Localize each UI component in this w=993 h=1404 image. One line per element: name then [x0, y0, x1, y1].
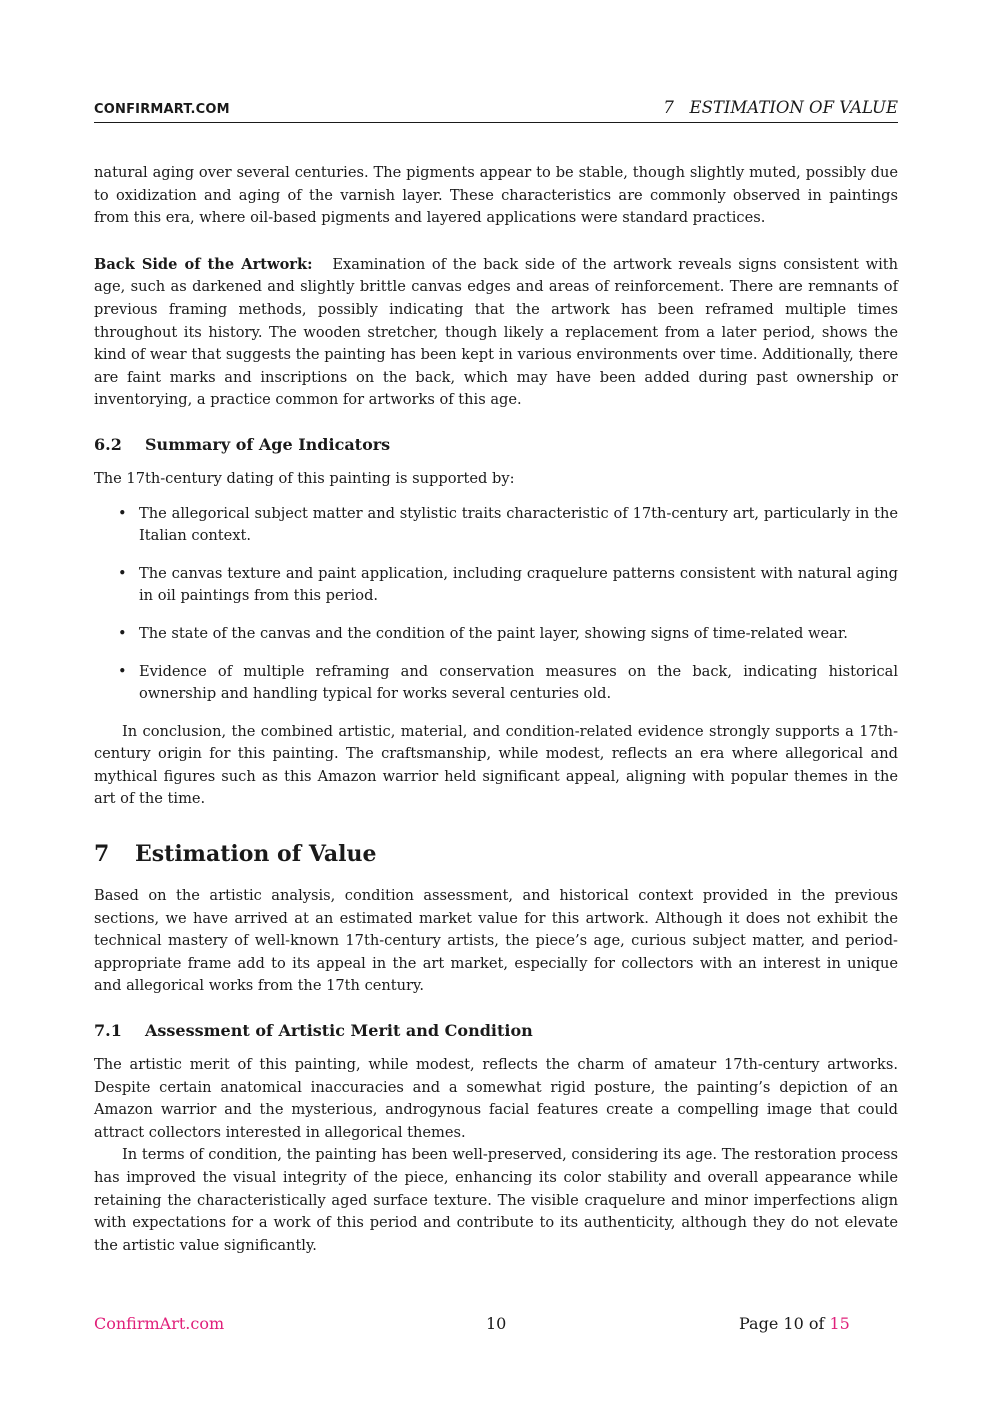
list-item-text: Evidence of multiple reframing and conservation measures on the back, indicating historical ownership and handling typical for works several centuries old. [139, 662, 898, 703]
footer-page-count [739, 1314, 850, 1333]
section-number: 6.2 [94, 434, 122, 454]
back-side-label: Back Side of the Artwork: [94, 255, 313, 273]
footer-site-link[interactable]: ConfirmArt.com [94, 1314, 225, 1333]
paragraph-age-intro: The 17th-century dating of this painting is supported by: [94, 469, 515, 487]
paragraph-back-side [94, 254, 898, 412]
footer-page-number: 10 [486, 1314, 507, 1333]
total-pages-link[interactable]: 15 [829, 1314, 850, 1333]
paragraph-pigments: natural aging over several centuries. The pigments appear to be stable, though slightly muted, possibly due to oxidization and aging of the varnish layer. These characteristics are commonly observed in paintings from this era, where oil-based pigments and layered applications were standard practices. [94, 164, 898, 227]
site-logo: CONFIRMART.COM [94, 102, 230, 117]
list-item [94, 503, 898, 548]
bullet-icon: • [118, 564, 127, 582]
page-header [94, 98, 898, 123]
list-item-text: The allegorical subject matter and stylistic traits characteristic of 17th-century art, particularly in the Italian context. [139, 504, 898, 545]
page-count-prefix: Page 10 of [739, 1314, 825, 1333]
section-heading-7 [94, 811, 898, 885]
back-side-text: Examination of the back side of the artwork reveals signs consistent with age, such as darkened and slightly brittle canvas edges and areas of reinforcement. There are remnants of previous framing methods, possibly indicating that the artwork has been reframed multiple times throughout its history. The wooden stretcher, though likely a replacement from a later period, shows the kind of wear that suggests the painting has been kept in various environments over time. Additionally, there are faint marks and inscriptions on the back, which may have been added during past ownership or inventorying, a practice common for artworks of this age. [94, 255, 899, 409]
section-title: Estimation of Value [135, 841, 377, 868]
paragraph-value-intro: Based on the artistic analysis, condition assessment, and historical context provided in the previous sections, we have arrived at an estimated market value for this artwork. Although it does not exhibit the technical mastery of well-known 17th-century artists, the piece’s age, curious subject matter, and period-appropriate frame add to its appeal in the art market, especially for collectors with an interest in unique and allegorical works from the 17th century. [94, 887, 898, 995]
list-item [94, 661, 898, 706]
list-item [94, 623, 898, 646]
page-footer [94, 1314, 898, 1338]
list-item [94, 563, 898, 608]
bullet-icon: • [118, 662, 127, 680]
list-item-text: The state of the canvas and the condition of the paint layer, showing signs of time-related wear. [139, 624, 848, 642]
section-number: 7.1 [94, 1021, 122, 1041]
section-number: 7 [94, 841, 110, 868]
page-body [94, 162, 898, 1257]
section-title: Assessment of Artistic Merit and Condition [145, 1021, 533, 1041]
section-heading-7-1 [94, 998, 898, 1054]
paragraph-condition: In terms of condition, the painting has been well-preserved, considering its age. The restoration process has improved the visual integrity of the piece, enhancing its color stability and overall appearance while retaining the characteristically aged surface texture. The visible craquelure and minor imperfections align with expectations for a work of this period and contribute to its authenticity, although they do not elevate the artistic value significantly. [94, 1146, 898, 1254]
paragraph-conclusion: In conclusion, the combined artistic, material, and condition-related evidence strongly supports a 17th-century origin for this painting. The craftsmanship, while modest, reflects an era where allegorical and mythical figures such as this Amazon warrior held significant appeal, aligning with popular themes in the art of the time. [94, 722, 898, 808]
list-item-text: The canvas texture and paint application, including craquelure patterns consistent with natural aging in oil paintings from this period. [139, 564, 898, 605]
age-indicator-list [94, 503, 898, 706]
bullet-icon: • [118, 624, 127, 642]
running-section-title: 7 ESTIMATION OF VALUE [663, 98, 898, 117]
section-heading-6-2 [94, 412, 898, 468]
paragraph-merit: The artistic merit of this painting, while modest, reflects the charm of amateur 17th-century artworks. Despite certain anatomical inaccuracies and a somewhat rigid posture, the painting’s depiction of an Amazon warrior and the mysterious, androgynous facial features create a compelling image that could attract collectors interested in allegorical themes. [94, 1056, 898, 1141]
section-title: Summary of Age Indicators [145, 434, 391, 454]
bullet-icon: • [118, 504, 127, 522]
